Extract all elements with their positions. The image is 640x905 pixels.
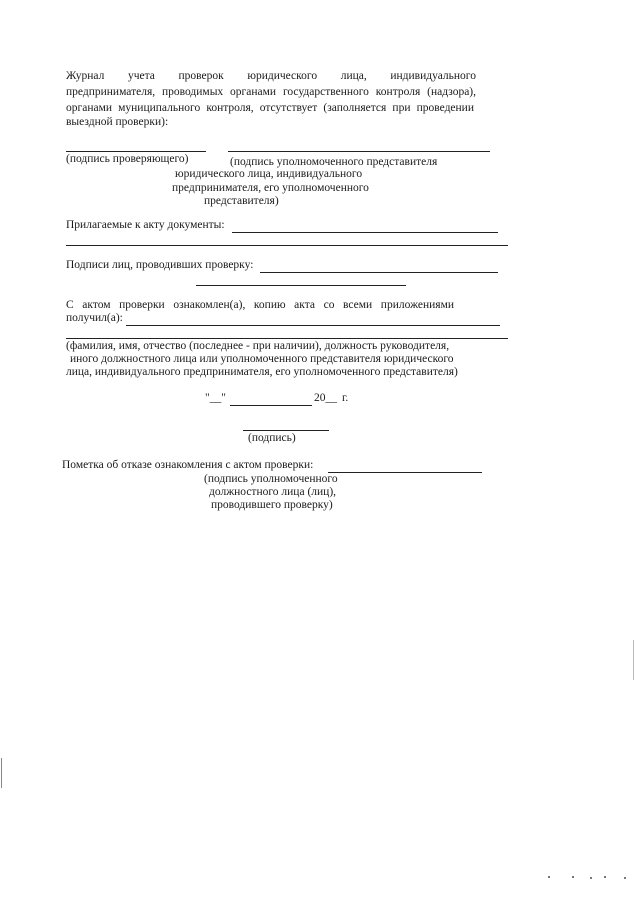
representative-caption-2: юридического лица, индивидуального	[175, 168, 363, 180]
acknowledgement-line-2: получил(а):	[66, 312, 123, 324]
signature-line	[243, 430, 329, 431]
journal-text-line-4: выездной проверки):	[66, 116, 169, 128]
scan-dot	[590, 877, 592, 879]
scan-edge-mark-left	[1, 758, 2, 788]
attachments-label: Прилагаемые к акту документы:	[66, 219, 225, 231]
date-day: "__"	[205, 392, 226, 404]
inspector-signature-line	[66, 151, 206, 152]
acknowledgement-caption-3: лица, индивидуального предпринимателя, его уполномоченного представителя)	[66, 366, 458, 378]
journal-text-line-1: Журнал учета проверок юридического лица, индивидуального	[66, 70, 476, 82]
acknowledgement-name-line-1	[126, 325, 500, 326]
scan-dot	[624, 877, 626, 879]
refusal-caption-1: (подпись уполномоченного	[204, 473, 338, 485]
inspectors-label: Подписи лиц, проводивших проверку:	[66, 259, 254, 271]
representative-caption-3: предпринимателя, его уполномоченного	[172, 182, 369, 194]
date-year-suffix: г.	[342, 392, 349, 404]
refusal-caption-2: должностного лица (лиц),	[209, 486, 337, 498]
attachments-line-2	[66, 245, 508, 246]
journal-text-line-3: органами муниципального контроля, отсутствует (заполняется при проведении	[66, 102, 474, 114]
acknowledgement-caption-1: (фамилия, имя, отчество (последнее - при наличии), должность руководителя,	[66, 340, 450, 352]
refusal-signature-line	[328, 472, 482, 473]
acknowledgement-name-line-2	[66, 338, 508, 339]
refusal-label: Пометка об отказе ознакомления с актом проверки:	[62, 459, 314, 471]
acknowledgement-caption-2: иного должностного лица или уполномоченного представителя юридического	[70, 353, 454, 365]
scan-dot	[604, 876, 606, 878]
attachments-line-1	[232, 232, 498, 233]
inspector-signature-caption: (подпись проверяющего)	[66, 153, 189, 165]
refusal-caption-3: проводившего проверку)	[211, 499, 333, 511]
representative-caption-1: (подпись уполномоченного представителя	[230, 156, 438, 168]
scan-dot	[548, 876, 550, 878]
scan-dot	[572, 876, 574, 878]
representative-signature-line	[228, 151, 490, 152]
date-month-line	[230, 405, 312, 406]
scan-edge-mark-right	[633, 640, 634, 680]
inspectors-signature-line-2	[196, 285, 406, 286]
inspectors-signature-line-1	[260, 272, 498, 273]
acknowledgement-line-1: С актом проверки ознакомлен(а), копию акта со всеми приложениями	[66, 299, 454, 311]
journal-text-line-2: предпринимателя, проводимых органами государственного контроля (надзора),	[66, 86, 476, 98]
representative-caption-4: представителя)	[204, 195, 279, 207]
signature-caption: (подпись)	[248, 432, 296, 444]
date-year: 20__	[314, 392, 337, 404]
